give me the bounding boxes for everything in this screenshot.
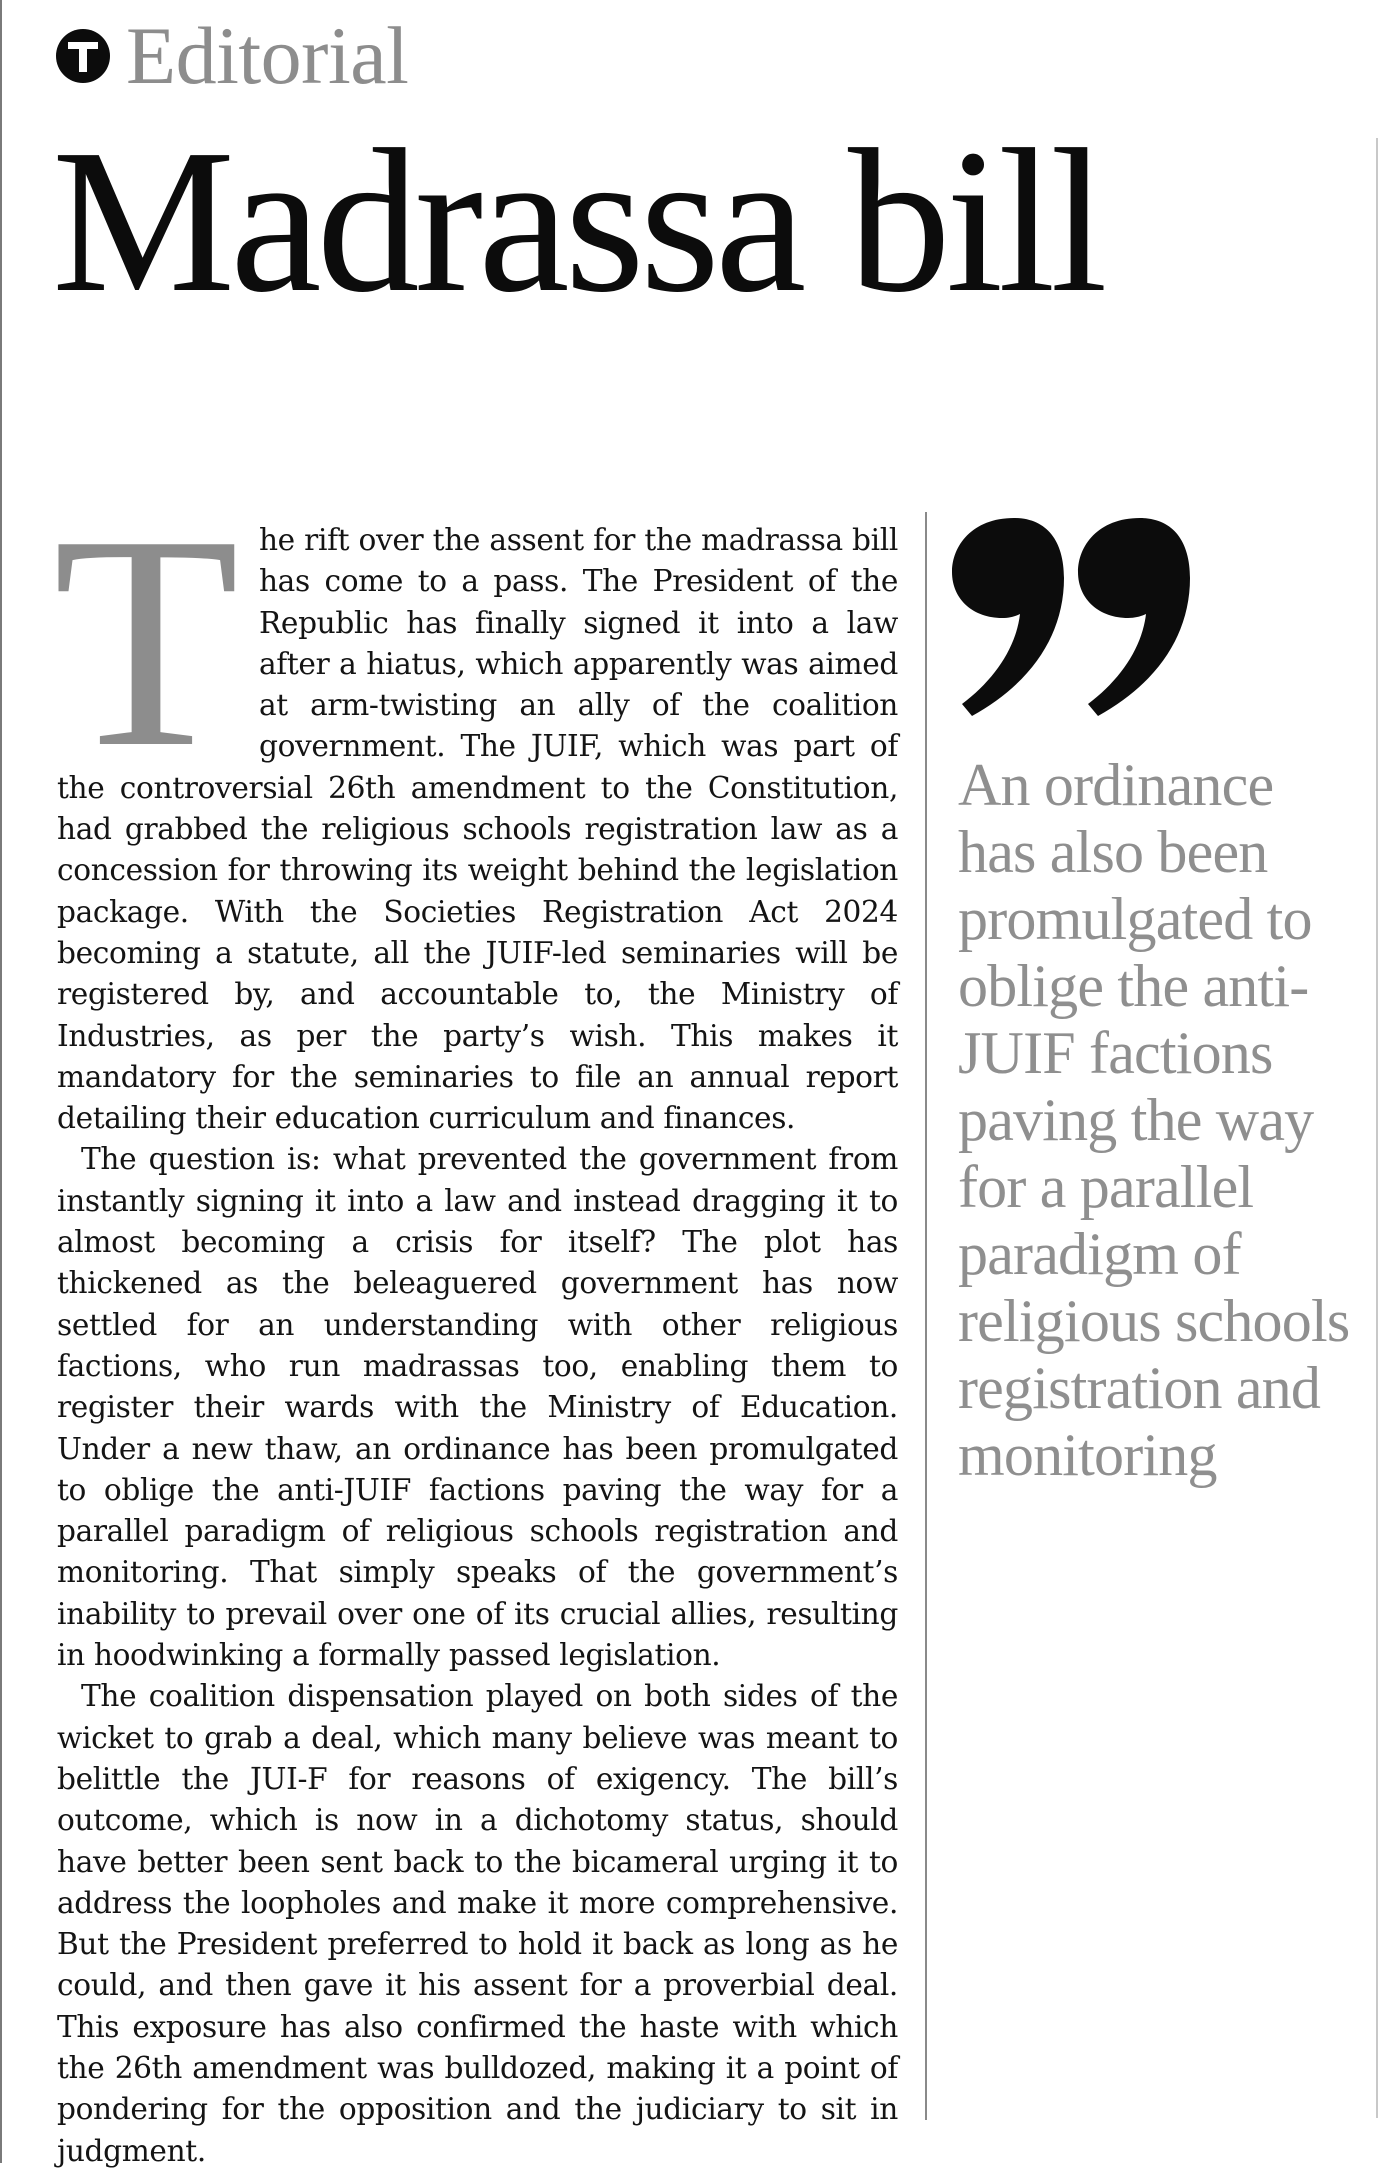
article-paragraph-2: The question is: what prevented the government from instantly signing it into a law and instead dragging it to almost becoming a crisis for itself? The plot has thickened as the beleaguered government has now settled for an understanding with other religious factions, who run madrassas too, enabling them to register their wards with the Ministry of Education. Under a new thaw, an ordinance has been promulgated to oblige the anti-JUIF factions paving the way for a parallel paradigm of religious schools registration and monitoring. That simply speaks of the government’s inability to prevail over one of its crucial allies, resulting in hoodwinking a formally passed legislation. [57, 1142, 898, 1673]
pull-quote: An ordinance has also been promulgated to oblige the anti-JUIF factions paving the way for a parallel paradigm of religious schools registration and monitoring [958, 752, 1350, 1488]
article-paragraph-3: The coalition dispensation played on both sides of the wicket to grab a deal, which many believe was meant to belittle the JUI-F for reasons of exigency. The bill’s outcome, which is now in a dichotomy status, should have better been sent back to the bicameral urging it to address the loopholes and make it more comprehensive. But the President preferred to hold it back as long as he could, and then gave it his assent for a proverbial deal. This exposure has also confirmed the haste with which the 26th amendment was bulldozed, making it a point of pondering for the opposition and the judiciary to sit in judgment. [57, 1679, 898, 2168]
t-logo-icon [56, 29, 110, 83]
page-right-rule [1376, 138, 1378, 2118]
column-divider [925, 512, 927, 2120]
article-body [53, 472, 898, 2172]
quote-mark-icon [952, 508, 1202, 718]
page-left-rule [0, 0, 2, 2163]
headline: Madrassa bill [52, 106, 1103, 335]
article-paragraph-1: he rift over the assent for the madrassa bill has come to a pass. The President of the Republic has finally signed it into a law after a hiatus, which apparently was aimed at arm-twisting an ally of the coalition government. The JUIF, which was part of the controversial 26th amendment to the Constitution, had grabbed the religious schools registration law as a concession for throwing its weight behind the legislation package. With the Societies Registration Act 2024 becoming a statute, all the JUIF-led seminaries will be registered by, and accountable to, the Ministry of Industries, as per the party’s wish. This makes it mandatory for the seminaries to file an annual report detailing their education curriculum and finances. [57, 523, 898, 1136]
masthead [56, 12, 408, 100]
section-label: Editorial [126, 10, 409, 101]
drop-cap: T [53, 472, 239, 810]
